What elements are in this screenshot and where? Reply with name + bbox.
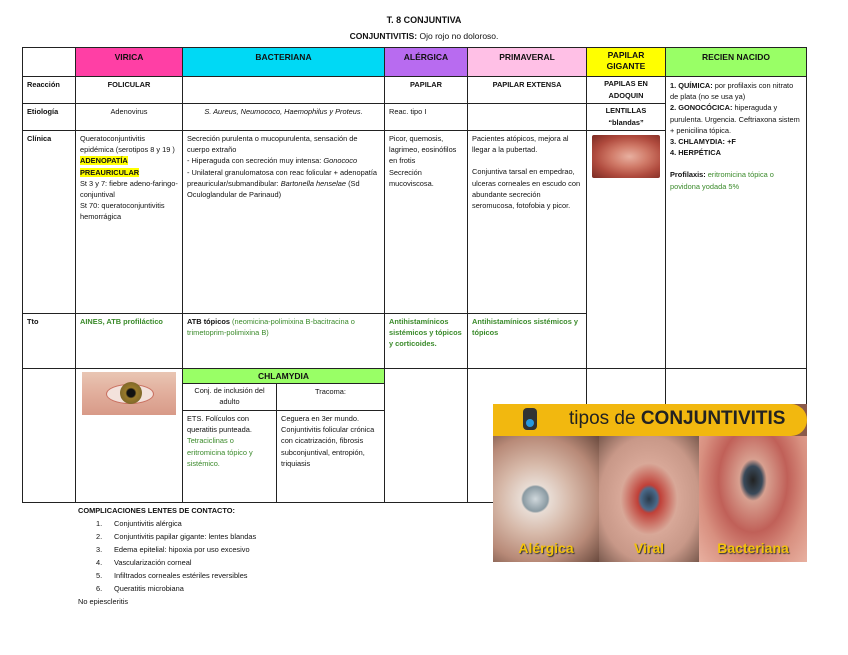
alergica-label: Alérgica bbox=[518, 540, 574, 556]
reaccion-virica: FOLICULAR bbox=[75, 76, 183, 104]
chlamydia-col1-green: Tetraciclinas o eritromicina tópico y sistémico. bbox=[187, 436, 253, 468]
clinica-bacteriana-l3-italic: Bartonella henselae bbox=[280, 178, 347, 188]
viral-eye-banner-photo bbox=[599, 436, 699, 562]
recien-nacido-content bbox=[665, 76, 807, 369]
clinica-bacteriana-l2-italic: Gonococo bbox=[323, 156, 358, 166]
complicaciones-title: COMPLICACIONES LENTES DE CONTACTO: bbox=[78, 506, 235, 515]
clinica-primaveral-l1: Pacientes atópicos, mejora al llegar a la pubertad. bbox=[472, 134, 569, 155]
etiologia-primaveral bbox=[467, 103, 587, 131]
chlamydia-col2-body: Ceguera en 3er mundo. Conjuntivitis folicular crónica con cicatrización, fibrosis subconjuntival, entropión, triquiasis bbox=[276, 410, 385, 503]
conjuntivitis-types-banner bbox=[493, 404, 807, 562]
chlamydia-header: CHLAMYDIA bbox=[182, 368, 385, 384]
row-label-clinica: Clínica bbox=[22, 130, 76, 314]
tto-virica: AINES, ATB profiláctico bbox=[75, 313, 183, 369]
reaccion-bacteriana bbox=[182, 76, 385, 104]
rn-item4: 4. HERPÉTICA bbox=[670, 148, 721, 158]
chlamydia-col1-title: Conj. de inclusión del adulto bbox=[182, 383, 277, 411]
bottom-alergica-cell bbox=[384, 368, 468, 503]
clinica-primaveral-l2: Conjuntiva tarsal en empedrao, ulceras corneales en escudo con abundante secreción seromucosa, fotofobia y picor. bbox=[472, 167, 581, 211]
header-alergica: ALÉRGICA bbox=[384, 47, 468, 77]
clinica-bacteriana bbox=[182, 130, 385, 314]
tto-bacteriana bbox=[182, 313, 385, 369]
document-title: T. 8 CONJUNTIVA bbox=[386, 15, 462, 25]
banner-title: tipos de CONJUNTIVITIS bbox=[569, 408, 786, 429]
header-recien-nacido: RECIEN NACIDO bbox=[665, 47, 807, 77]
complicaciones-list bbox=[78, 517, 256, 595]
banner-title-bar bbox=[493, 404, 807, 436]
chlamydia-col1-text: ETS. Folículos con queratitis punteada. bbox=[187, 414, 252, 435]
complicaciones-section bbox=[78, 504, 256, 608]
reaccion-papilar-gigante: PAPILAS EN ADOQUIN bbox=[586, 76, 666, 104]
clinica-virica-l1: Queratoconjuntivitis epidémica (serotipos 8 y 19 ) bbox=[80, 134, 175, 155]
tto-bacteriana-bold: ATB tópicos bbox=[187, 317, 230, 326]
row-label-reaccion: Reacción bbox=[22, 76, 76, 104]
etiologia-virica: Adenovirus bbox=[75, 103, 183, 131]
clinica-virica-l3: St 70: queratoconjuntivitis hemorrágica bbox=[80, 201, 165, 222]
bottom-papilar-cell bbox=[586, 368, 666, 408]
row-label-tto: Tto bbox=[22, 313, 76, 369]
clinica-papilar-gigante bbox=[586, 130, 666, 369]
clinica-alergica bbox=[384, 130, 468, 314]
bottom-virica-cell bbox=[75, 368, 183, 503]
reaccion-alergica: PAPILAR bbox=[384, 76, 468, 104]
bacteriana-eye-photo bbox=[699, 436, 807, 562]
clinica-primaveral bbox=[467, 130, 587, 314]
chlamydia-col2-title: Tracoma: bbox=[276, 383, 385, 411]
list-item: 6. Queratitis microbiana bbox=[96, 584, 184, 593]
header-primaveral: PRIMAVERAL bbox=[467, 47, 587, 77]
clinica-virica bbox=[75, 130, 183, 314]
clinica-bacteriana-l1: Secreción purulenta o mucopurulenta, sensación de cuerpo extraño bbox=[187, 134, 358, 155]
rn-profilaxis-value: eritromicina tópica o povidona yodada 5% bbox=[670, 170, 774, 191]
rn-item1-text: por profilaxis con nitrato de plata (no se usa ya) bbox=[670, 81, 794, 102]
etiologia-bacteriana: S. Aureus, Neumococo, Haemophilus y Proteus. bbox=[182, 103, 385, 131]
chlamydia-col1-body bbox=[182, 410, 277, 503]
rn-item2-label: 2. GONOCÓCICA: bbox=[670, 103, 733, 113]
clinica-bacteriana-l3: - Unilateral granulomatosa con reac folicular + adenopatía preauricular/submandibular: bbox=[187, 167, 378, 188]
tto-primaveral: Antihistamínicos sistémicos y tópicos bbox=[467, 313, 587, 369]
clinica-bacteriana-l3-end: (Sd Oculoglandular de Parinaud) bbox=[187, 178, 360, 200]
header-blank-cell bbox=[22, 47, 76, 77]
rn-item2-text: hiperaguda y purulenta. Urgencia. Ceftriaxona sistem + penicilina tópica. bbox=[670, 103, 800, 135]
complicaciones-footer: No epiescleritis bbox=[78, 597, 129, 606]
header-bacteriana: BACTERIANA bbox=[182, 47, 385, 77]
list-item: 2. Conjuntivitis papilar gigante: lentes blandas bbox=[96, 532, 257, 541]
bacteriana-label: Bacteriana bbox=[717, 540, 789, 556]
document-subtitle bbox=[0, 31, 848, 41]
tto-bacteriana-green: (neomicina-polimixina B-bacitracina o trimetoprim-polimixina B) bbox=[187, 317, 355, 338]
clinica-virica-l2: St 3 y 7: fiebre adeno-faringo-conjuntival bbox=[80, 178, 178, 200]
hand-eye-logo-icon bbox=[523, 408, 537, 430]
rn-profilaxis-label: Profilaxis: bbox=[670, 170, 706, 180]
subtitle-bold: CONJUNTIVITIS: bbox=[349, 31, 418, 41]
etiologia-alergica: Reac. tipo I bbox=[384, 103, 468, 131]
subtitle-rest: Ojo rojo no doloroso. bbox=[417, 31, 499, 41]
bottom-recien-cell bbox=[665, 368, 807, 408]
alergica-eye-photo bbox=[493, 436, 599, 562]
list-item: 3. Edema epitelial: hipoxia por uso excesivo bbox=[96, 545, 250, 554]
viral-label: Viral bbox=[633, 540, 665, 556]
list-item: 1. Conjuntivitis alérgica bbox=[96, 519, 182, 528]
clinica-virica-highlight: ADENOPATÍA PREAURICULAR bbox=[80, 156, 140, 177]
etiologia-papilar-gigante: LENTILLAS “blandas” bbox=[586, 103, 666, 131]
list-item: 5. Infiltrados corneales estériles reversibles bbox=[96, 571, 248, 580]
clinica-alergica-l2: Secreción mucoviscosa. bbox=[389, 167, 434, 188]
bottom-label-cell bbox=[22, 368, 76, 503]
list-item: 4. Vascularización corneal bbox=[96, 558, 192, 567]
tto-alergica: Antihistamínicos sistémicos y tópicos y corticoides. bbox=[384, 313, 468, 369]
papilar-gigante-photo bbox=[592, 135, 660, 178]
rn-item3: 3. CHLAMYDIA: +F bbox=[670, 137, 736, 147]
reaccion-primaveral: PAPILAR EXTENSA bbox=[467, 76, 587, 104]
header-virica: VIRICA bbox=[75, 47, 183, 77]
header-papilar-gigante: PAPILAR GIGANTE bbox=[586, 47, 666, 77]
clinica-alergica-l1: Picor, quemosis, lagrimeo, eosinófilos en frotis bbox=[389, 134, 457, 166]
row-label-etiologia: Etiología bbox=[22, 103, 76, 131]
clinica-bacteriana-l2: - Hiperaguda con secreción muy intensa: bbox=[187, 156, 322, 166]
rn-item1-label: 1. QUÍMICA: bbox=[670, 81, 713, 90]
viral-eye-photo bbox=[82, 372, 176, 415]
